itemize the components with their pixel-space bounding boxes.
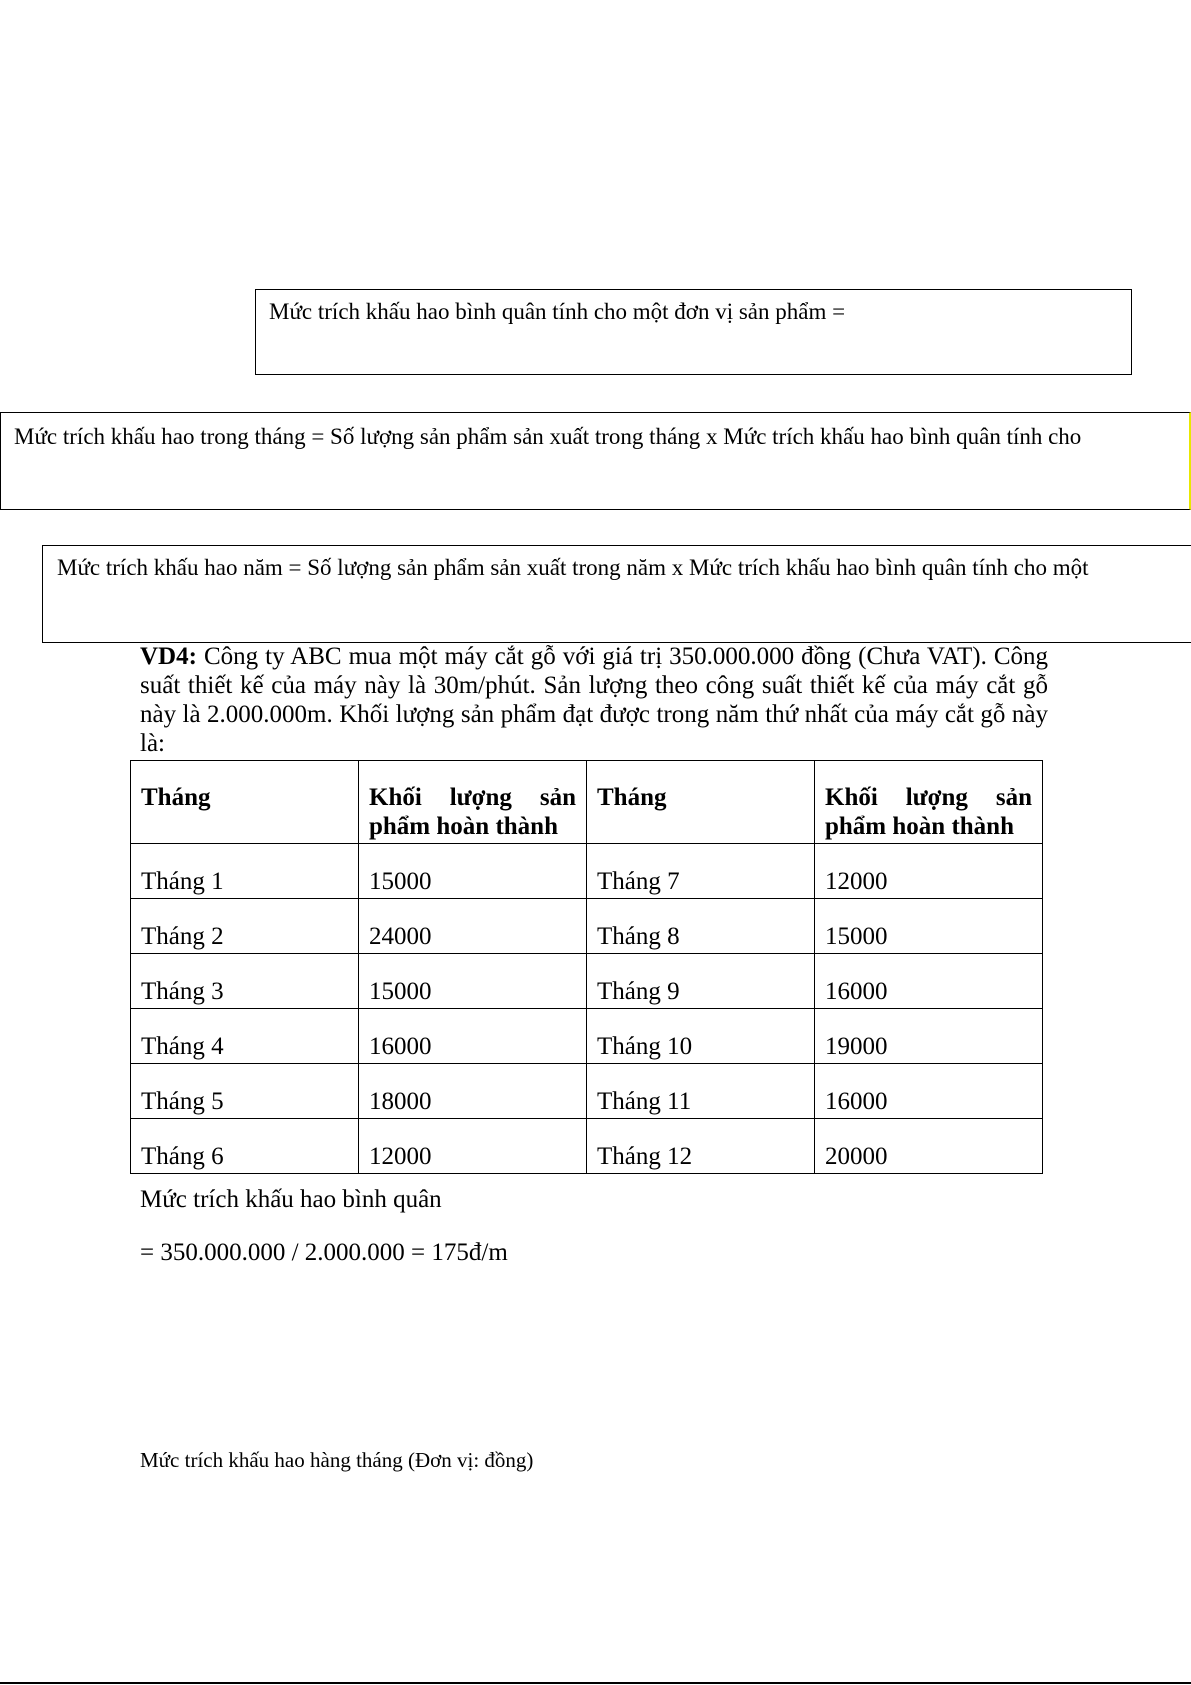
table-cell: Tháng 6 — [131, 1119, 359, 1174]
table-row — [131, 954, 1043, 1009]
table-cell: 20000 — [815, 1119, 1043, 1174]
formula-unit-rate-text: Mức trích khấu hao bình quân tính cho một đơn vị sản phẩm = — [269, 299, 846, 324]
table-cell: 19000 — [815, 1009, 1043, 1064]
monthly-depreciation-caption: Mức trích khấu hao hàng tháng (Đơn vị: đồng) — [140, 1448, 534, 1472]
table-cell: 15000 — [359, 954, 587, 1009]
formula-yearly-text: Mức trích khấu hao năm = Số lượng sản phẩm sản xuất trong năm x Mức trích khấu hao bình quân tính cho một — [57, 555, 1089, 580]
table-cell: Tháng 10 — [587, 1009, 815, 1064]
production-table — [130, 760, 1043, 1174]
example-text: Công ty ABC mua một máy cắt gỗ với giá trị 350.000.000 đồng (Chưa VAT). Công suất thiết kế của máy này là 30m/phút. Sản lượng theo công suất thiết kế của máy cắt gỗ này là 2.000.000m. Khối lượng sản phẩm đạt được trong năm thứ nhất của máy cắt gỗ này là: — [140, 643, 1048, 757]
table-cell: Tháng 2 — [131, 899, 359, 954]
table-row — [131, 1064, 1043, 1119]
table-cell: 15000 — [815, 899, 1043, 954]
header-month-2: Tháng — [587, 761, 815, 844]
table-cell: 24000 — [359, 899, 587, 954]
table-cell: 16000 — [815, 1064, 1043, 1119]
table-row — [131, 1009, 1043, 1064]
header-volume-2: Khối lượng sản phẩm hoàn thành — [815, 761, 1043, 844]
table-cell: 15000 — [359, 844, 587, 899]
table-cell: Tháng 4 — [131, 1009, 359, 1064]
formula-unit-rate-box — [255, 289, 1132, 375]
table-cell: Tháng 7 — [587, 844, 815, 899]
formula-yearly-box — [42, 545, 1191, 643]
table-cell: Tháng 8 — [587, 899, 815, 954]
header-month-1: Tháng — [131, 761, 359, 844]
table-cell: Tháng 12 — [587, 1119, 815, 1174]
formula-monthly-text: Mức trích khấu hao trong tháng = Số lượng sản phẩm sản xuất trong tháng x Mức trích khấu hao bình quân tính cho — [14, 424, 1082, 449]
table-cell: 16000 — [359, 1009, 587, 1064]
table-cell: Tháng 11 — [587, 1064, 815, 1119]
table-cell: Tháng 5 — [131, 1064, 359, 1119]
table-row — [131, 899, 1043, 954]
table-cell: Tháng 3 — [131, 954, 359, 1009]
table-cell: 16000 — [815, 954, 1043, 1009]
bottom-divider — [0, 1682, 1191, 1684]
table-cell: 12000 — [359, 1119, 587, 1174]
example-label: VD4: — [140, 643, 197, 670]
table-cell: 18000 — [359, 1064, 587, 1119]
table-cell: Tháng 9 — [587, 954, 815, 1009]
calc-average-formula: = 350.000.000 / 2.000.000 = 175đ/m — [140, 1239, 508, 1266]
table-row — [131, 844, 1043, 899]
table-row — [131, 1119, 1043, 1174]
table-header-row — [131, 761, 1043, 844]
table-cell: 12000 — [815, 844, 1043, 899]
formula-monthly-box — [0, 412, 1191, 510]
header-volume-1: Khối lượng sản phẩm hoàn thành — [359, 761, 587, 844]
example-paragraph — [140, 642, 1048, 758]
calc-average-label: Mức trích khấu hao bình quân — [140, 1186, 442, 1213]
table-cell: Tháng 1 — [131, 844, 359, 899]
